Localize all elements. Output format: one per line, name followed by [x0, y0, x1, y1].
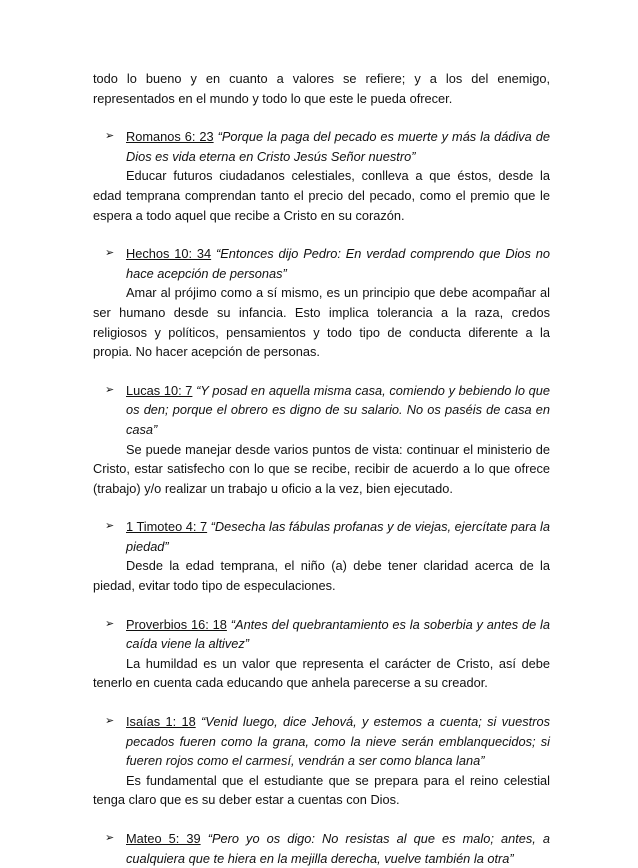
verse-section-hechos	[93, 244, 550, 362]
verse-bullet	[93, 381, 550, 440]
arrow-bullet-icon: ➢	[105, 832, 115, 844]
verse-quote: “Pero yo os digo: No resistas al que es malo; antes, a cualquiera que te hiera en la mejilla derecha, vuelve también la otra”	[126, 831, 550, 866]
verse-quote: “Desecha las fábulas profanas y de viejas, ejercítate para la piedad”	[126, 519, 550, 554]
verse-quote: “Venid luego, dice Jehová, y estemos a cuenta; si vuestros pecados fueren como la grana, como la nieve serán emblanquecidos; si fueren rojos como el carmesí, vendrán a ser como blanca lana”	[126, 714, 550, 769]
arrow-bullet-icon: ➢	[105, 617, 115, 630]
arrow-bullet-icon: ➢	[105, 130, 115, 143]
commentary-paragraph: Desde la edad temprana, el niño (a) debe tener claridad acerca de la piedad, evitar todo tipo de especulaciones.	[93, 558, 550, 594]
commentary-paragraph: Es fundamental que el estudiante que se prepara para el reino celestial tenga claro que es su deber estar a cuentas con Dios.	[93, 772, 550, 808]
verse-section-isaias	[93, 712, 550, 810]
arrow-bullet-icon: ➢	[105, 715, 115, 728]
verse-section-timoteo	[93, 517, 550, 595]
verse-reference: Proverbios 16: 18	[126, 616, 227, 632]
verse-bullet	[93, 615, 550, 654]
verse-reference: Lucas 10: 7	[126, 382, 193, 398]
verse-quote: “Y posad en aquella misma casa, comiendo y bebiendo lo que os den; porque el obrero es digno de su salario. No os paséis de casa en casa”	[126, 382, 550, 437]
arrow-bullet-icon: ➢	[105, 383, 115, 396]
verse-reference: Mateo 5: 39	[126, 831, 201, 846]
verse-quote: “Antes del quebrantamiento es la soberbia y antes de la caída viene la altivez”	[126, 616, 550, 652]
verse-section-romanos	[93, 127, 550, 225]
verse-reference: 1 Timoteo 4: 7	[126, 519, 208, 535]
arrow-bullet-icon: ➢	[105, 520, 115, 533]
verse-reference: Hechos 10: 34	[126, 246, 212, 262]
verse-reference: Romanos 6: 23	[126, 129, 214, 145]
commentary-paragraph: Educar futuros ciudadanos celestiales, conlleva a que éstos, desde la edad temprana comprendan tanto el precio del pecado, como el premio que le espera a todo aquel que recibe a Cristo en su corazón.	[93, 168, 550, 223]
verse-bullet	[93, 712, 550, 771]
verse-quote: “Entonces dijo Pedro: En verdad comprendo que Dios no hace acepción de personas”	[126, 246, 551, 281]
verse-section-lucas	[93, 381, 550, 499]
verse-bullet	[93, 517, 550, 556]
verse-reference: Isaías 1: 18	[126, 714, 196, 730]
document-page	[93, 69, 550, 868]
verse-section-mateo	[93, 829, 550, 868]
commentary-paragraph: Amar al prójimo como a sí mismo, es un principio que debe acompañar al ser humano desde su infancia. Esto implica tolerancia a la raza, credos religiosos y políticos, pensamientos y todo tipo de conducta diferente a la propia. No hacer acepción de personas.	[93, 285, 550, 360]
commentary-paragraph: Se puede manejar desde varios puntos de vista: continuar el ministerio de Cristo, estar satisfecho con lo que se recibe, recibir de acuerdo a lo que ofrece (trabajo) y/o realizar un trabajo u oficio a la vez, bien ejecutado.	[93, 441, 550, 496]
verse-bullet	[93, 829, 550, 868]
verse-bullet	[93, 127, 550, 166]
commentary-paragraph: La humildad es un valor que representa el carácter de Cristo, así debe tenerlo en cuenta cada educando que anhela parecerse a su creador.	[93, 655, 550, 691]
intro-paragraph: todo lo bueno y en cuanto a valores se refiere; y a los del enemigo, representados en el mundo y todo lo que este le pueda ofrecer.	[93, 71, 550, 106]
verse-section-proverbios	[93, 615, 550, 693]
verse-quote: “Porque la paga del pecado es muerte y más la dádiva de Dios es vida eterna en Cristo Jesús Señor nuestro”	[126, 129, 550, 164]
arrow-bullet-icon: ➢	[105, 247, 115, 260]
verse-bullet	[93, 244, 550, 283]
